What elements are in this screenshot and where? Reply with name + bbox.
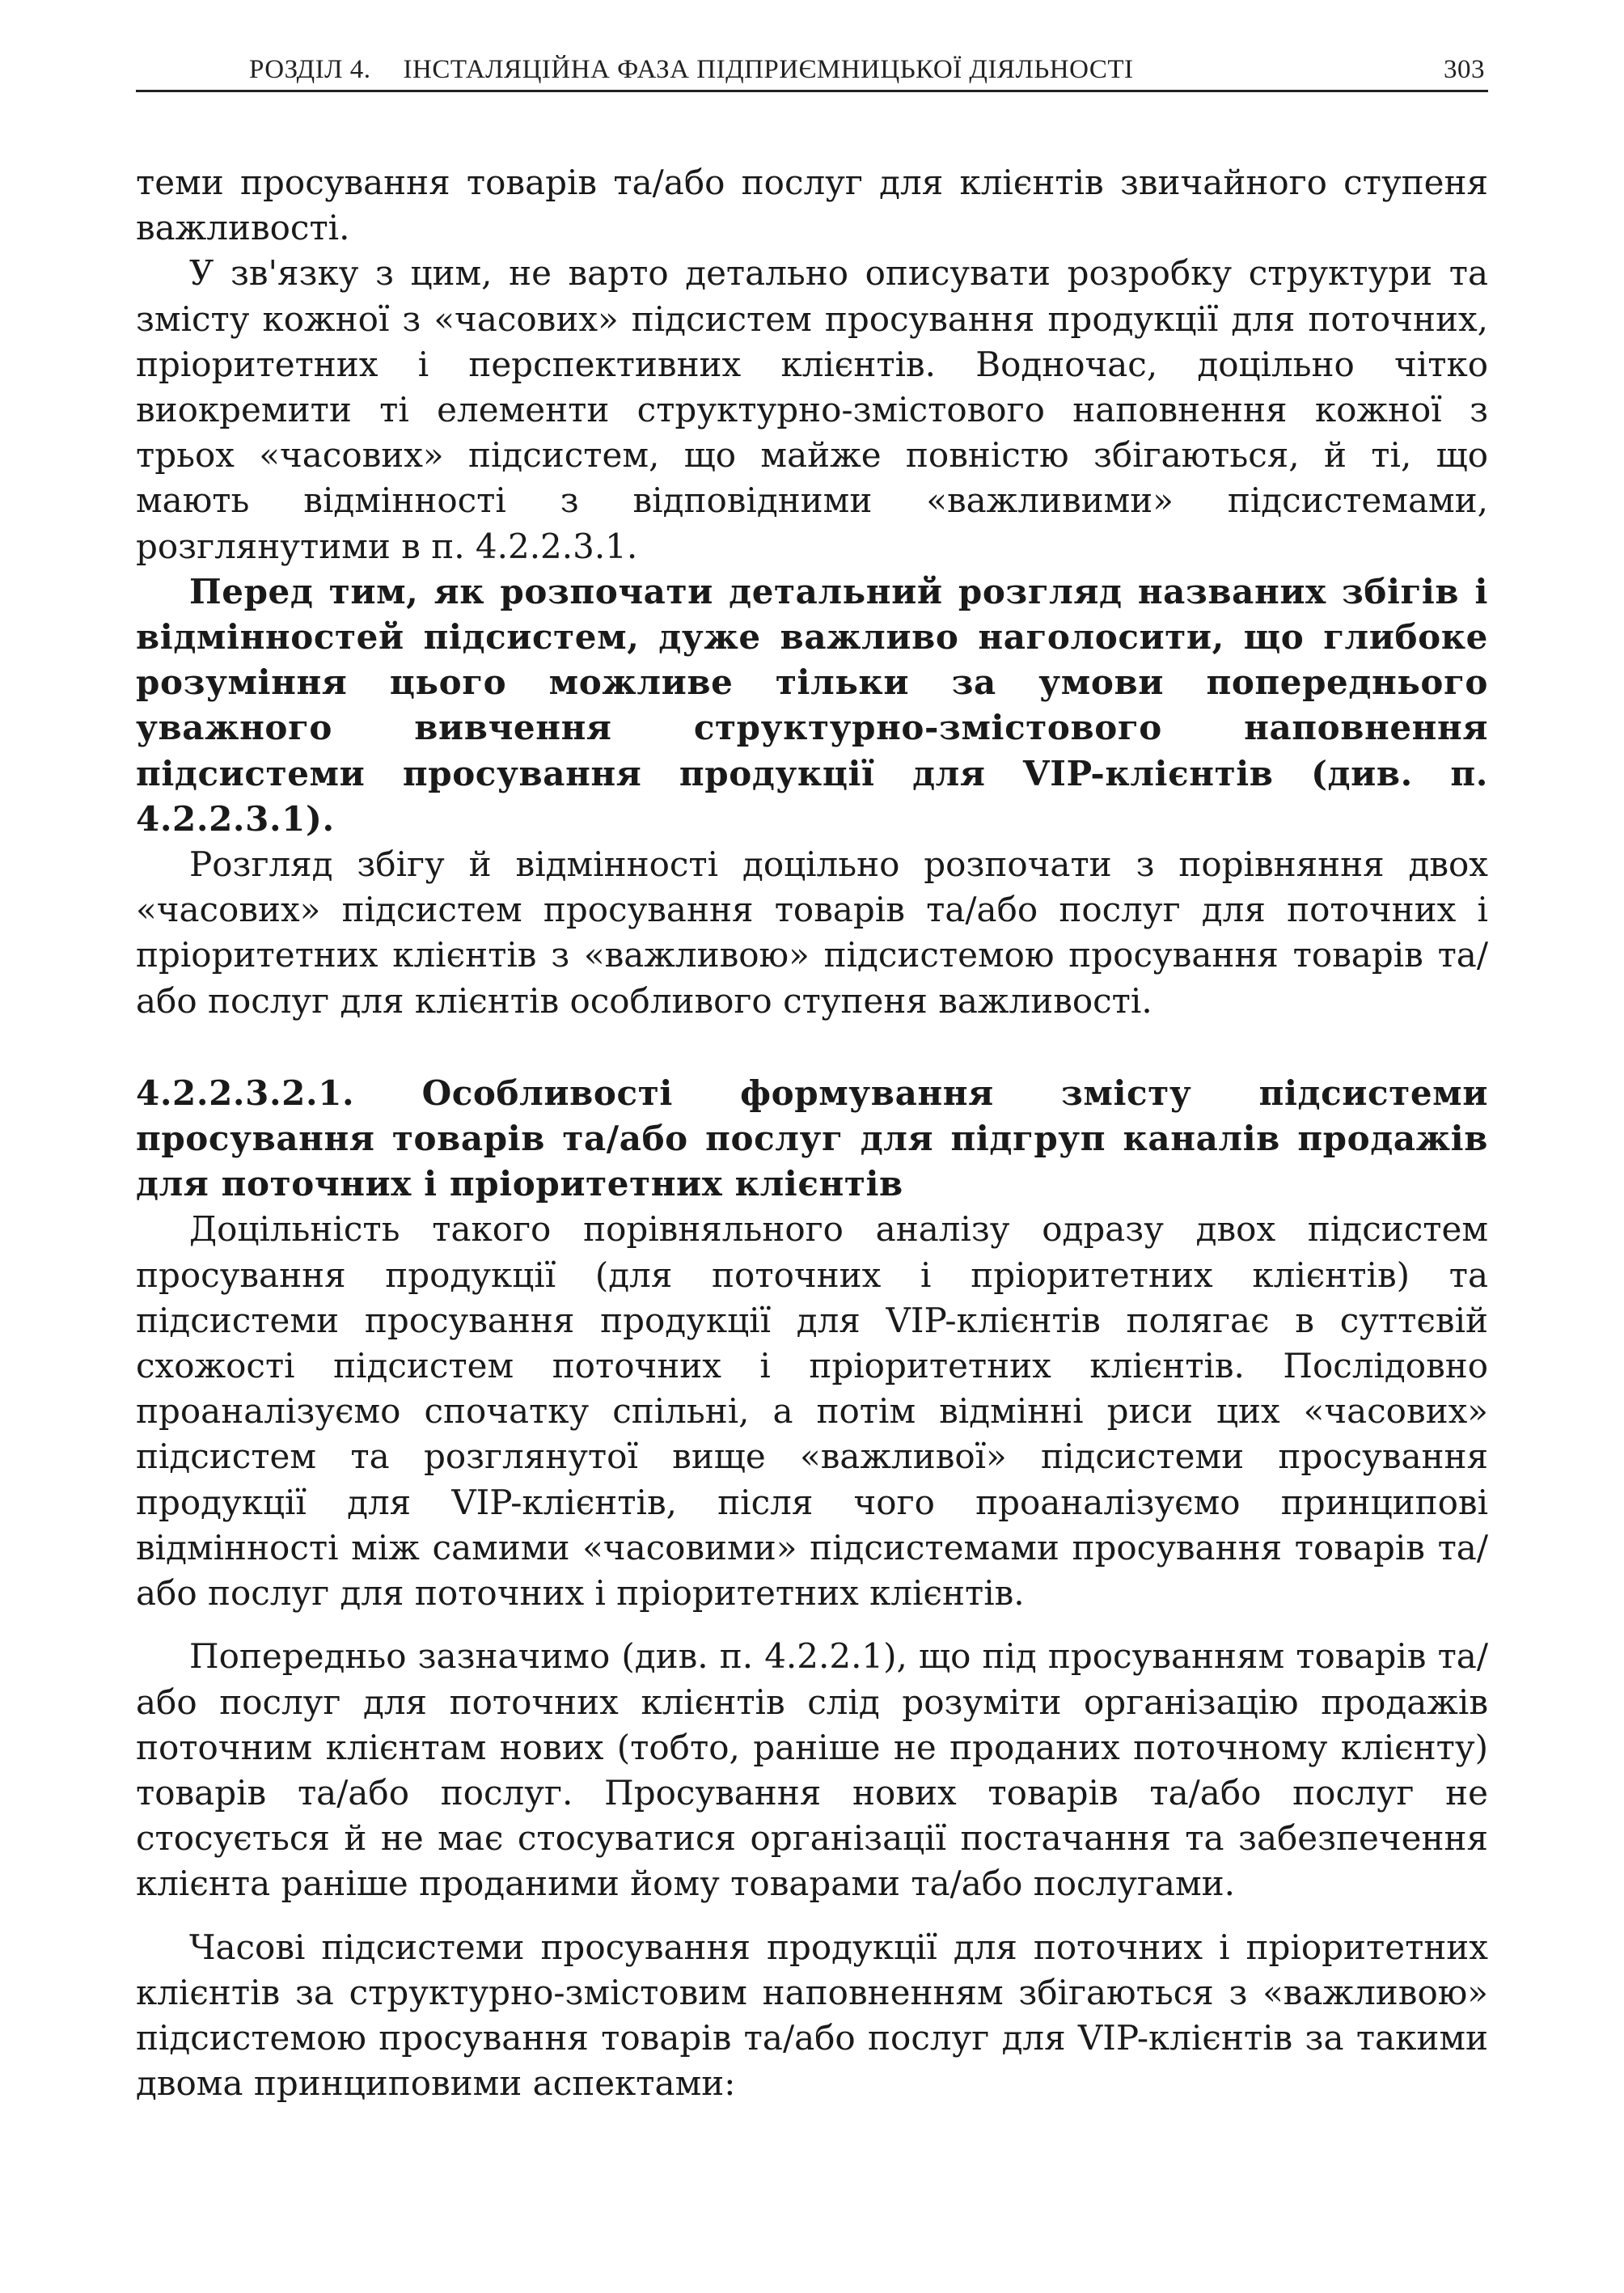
paragraph: Часові підсистеми просування продукції для поточних і пріоритетних клієнтів за структурно-змістовим наповненням збігаються з «важливою» підсистемою просування товарів та/або послуг для VIP-клієнтів за такими двома принциповими аспектами: bbox=[136, 1927, 1488, 2104]
running-header bbox=[136, 55, 1488, 92]
paragraph: Розгляд збігу й відмінності доцільно розпочати з порівняння двох «часових» підсистем просування товарів та/або послуг для поточних і пріоритетних клієнтів з «важливою» підсистемою просування товарів та/або послуг для клієнтів особливого ступеня важливості. bbox=[136, 844, 1488, 1021]
body-text bbox=[136, 160, 1488, 2106]
chapter-label: РОЗДІЛ 4. bbox=[249, 55, 371, 84]
book-page bbox=[136, 55, 1488, 2106]
chapter-title: ІНСТАЛЯЦІЙНА ФАЗА ПІДПРИЄМНИЦЬКОЇ ДІЯЛЬНОСТІ bbox=[403, 55, 1134, 84]
paragraph-emphasis: Перед тим, як розпочати детальний розгляд названих збігів і відмінностей підсистем, дуже важливо наголосити, що глибоке розуміння цього можливе тільки за умови попереднього уважного вивчення структурно-змістового наповнення підсистеми просування продукції для VIP-клієнтів (див. п. 4.2.2.3.1). bbox=[136, 571, 1488, 839]
paragraph-continued: теми просування товарів та/або послуг для клієнтів звичайного ступеня важливості. bbox=[136, 163, 1488, 248]
paragraph: Попередньо зазначимо (див. п. 4.2.2.1), що під просуванням товарів та/або послуг для поточних клієнтів слід розуміти організацію продажів поточним клієнтам нових (тобто, раніше не проданих поточному клієнту) товарів та/або послуг. Просування нових товарів та/або послуг не стосується й не має стосуватися організації постачання та забезпечення клієнта раніше проданими йому товарами та/або послугами. bbox=[136, 1636, 1488, 1904]
section-heading: 4.2.2.3.2.1. Особливості формування змісту підсистеми просування товарів та/або послуг для підгруп каналів продажів для поточних і пріоритетних клієнтів bbox=[136, 1072, 1488, 1204]
paragraph: У зв'язку з цим, не варто детально описувати розробку структури та змісту кожної з «часових» підсистем просування продукції для поточних, пріоритетних і перспективних клієнтів. Водночас, доцільно чітко виокремити ті елементи структурно-змістового наповнення кожної з трьох «часових» підсистем, що майже повністю збігаються, й ті, що мають відмінності з відповідними «важливими» підсистемами, розглянутими в п. 4.2.2.3.1. bbox=[136, 253, 1488, 566]
page-number: 303 bbox=[1444, 55, 1485, 84]
paragraph: Доцільність такого порівняльного аналізу одразу двох підсистем просування продукції (для поточних і пріоритетних клієнтів) та підсистеми просування продукції для VIP-клієнтів полягає в суттєвій схожості підсистем поточних і пріоритетних клієнтів. Послідовно проаналізуємо спочатку спільні, а потім відмінні риси цих «часових» підсистем та розглянутої вище «важливої» підсистеми просування продукції для VIP-клієнтів, після чого проаналізуємо принципові відмінності між самими «часовими» підсистемами просування товарів та/або послуг для поточних і пріоритетних клієнтів. bbox=[136, 1209, 1488, 1614]
